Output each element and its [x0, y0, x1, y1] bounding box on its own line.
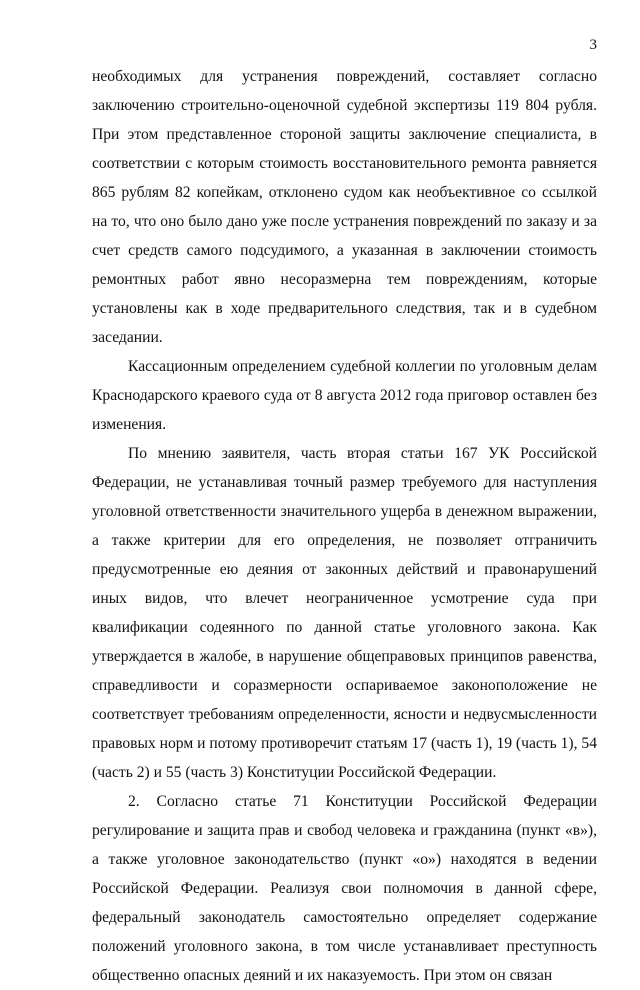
paragraph-1: необходимых для устранения повреждений, составляет согласно заключению строительно-оценочной судебной экспертизы 119 804 рубля. При этом представленное стороной защиты заключение специалиста, в соответствии с которым стоимость восстановительного ремонта равняется 865 рублям 82 копейкам, отклонено судом как необъективное со ссылкой на то, что оно было дано уже после устранения повреждений по заказу и за счет средств самого подсудимого, а указанная в заключении стоимость ремонтных работ явно несоразмерна тем повреждениям, которые установлены как в ходе предварительного следствия, так и в судебном заседании. [92, 68, 597, 346]
page-number: 3 [589, 37, 597, 53]
paragraph-4: 2. Согласно статье 71 Конституции Российской Федерации регулирование и защита прав и свобод человека и гражданина (пункт «в»), а также уголовное законодательство (пункт «о») находятся в ведении Российской Федерации. Реализуя свои полномочия в данной сфере, федеральный законодатель самостоятельно определяет содержание положений уголовного закона, в том числе устанавливает преступность общественно опасных деяний и их наказуемость. При этом он связан [92, 793, 597, 984]
paragraph-3: По мнению заявителя, часть вторая статьи 167 УК Российской Федерации, не устанавливая точный размер требуемого для наступления уголовной ответственности значительного ущерба в денежном выражении, а также критерии для его определения, не позволяет отграничить предусмотренные ею деяния от законных действий и правонарушений иных видов, что влечет неограниченное усмотрение суда при квалификации содеянного по данной статье уголовного закона. Как утверждается в жалобе, в нарушение общеправовых принципов равенства, справедливости и соразмерности оспариваемое законоположение не соответствует требованиям определенности, ясности и недвусмысленности правовых норм и потому противоречит статьям 17 (часть 1), 19 (часть 1), 54 (часть 2) и 55 (часть 3) Конституции Российской Федерации. [92, 445, 598, 781]
paragraph-2: Кассационным определением судебной коллегии по уголовным делам Краснодарского краевого суда от 8 августа 2012 года приговор оставлен без изменения. [92, 358, 597, 433]
document-body [92, 62, 597, 990]
